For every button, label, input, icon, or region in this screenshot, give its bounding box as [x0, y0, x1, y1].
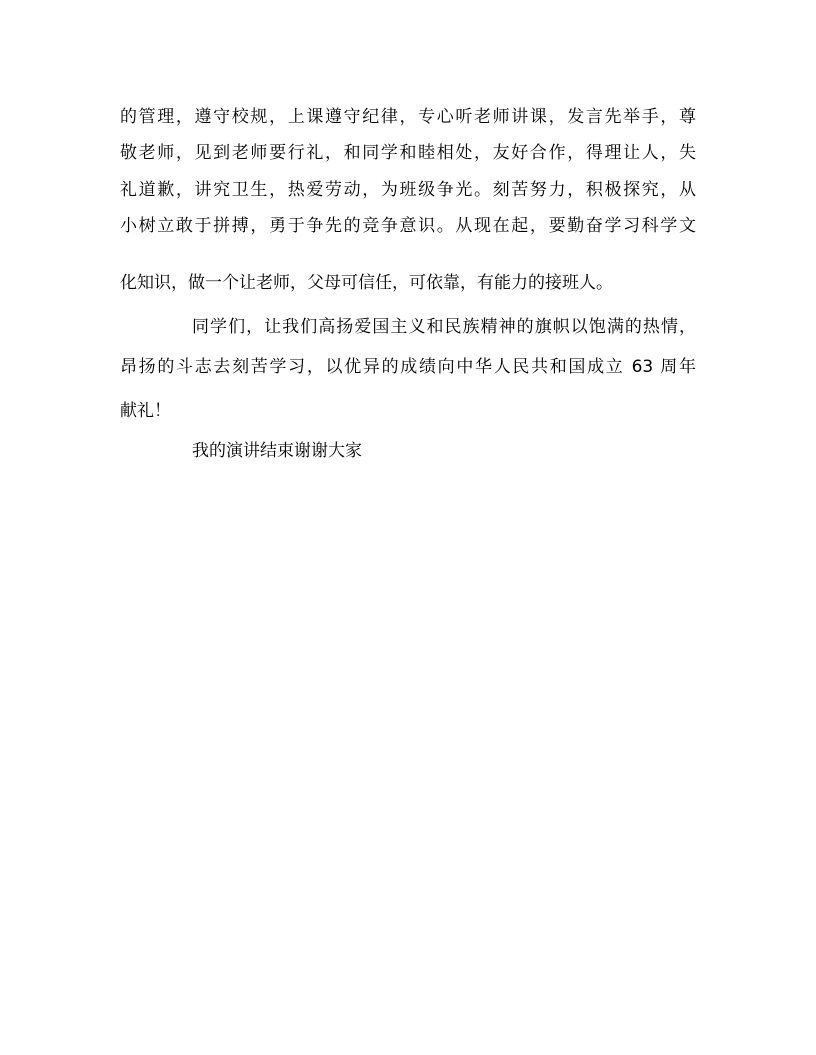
paragraph-1-line-1: 的管理，遵守校规，上课遵守纪律，专心听老师讲课，发言先举手，尊	[120, 107, 696, 127]
paragraph-1-line-2: 敬老师，见到老师要行礼，和同学和睦相处，友好合作，得理让人，失	[120, 143, 696, 163]
paragraph-1-line-4: 小树立敢于拼搏，勇于争先的竞争意识。从现在起，要勤奋学习科学文	[120, 216, 696, 236]
paragraph-1-line-3: 礼道歉，讲究卫生，热爱劳动，为班级争光。刻苦努力，积极探究，从	[120, 180, 696, 200]
closing-line: 我的演讲结束谢谢大家	[192, 441, 362, 461]
paragraph-2-line-1: 同学们，让我们高扬爱国主义和民族精神的旗帜以饱满的热情，	[192, 317, 696, 337]
paragraph-1-line-5: 化知识，做一个让老师，父母可信任，可依靠，有能力的接班人。	[120, 273, 613, 293]
paragraph-2-line-2: 昂扬的斗志去刻苦学习，以优异的成绩向中华人民共和国成立 63 周年	[120, 357, 696, 377]
paragraph-2-line-3: 献礼！	[120, 401, 171, 421]
